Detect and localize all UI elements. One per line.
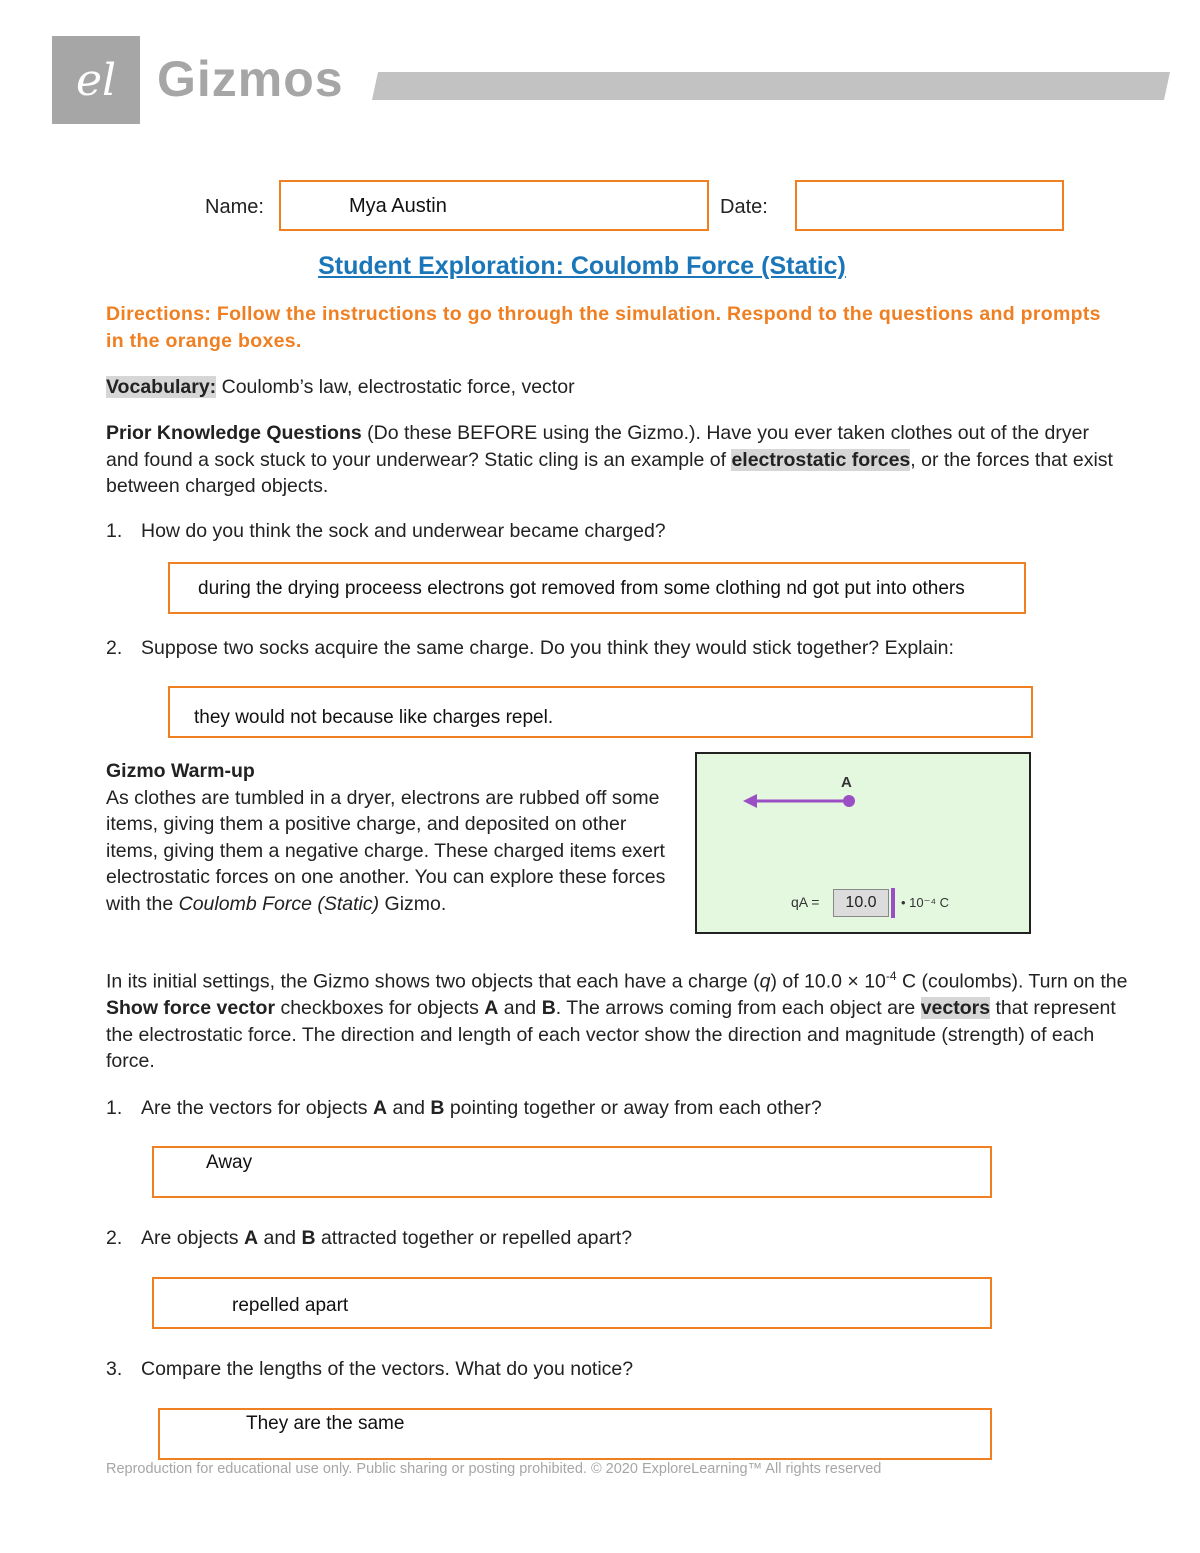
warmup-answer-2: repelled apart <box>232 1295 349 1316</box>
object-a: A <box>484 997 499 1019</box>
footer-copyright: Reproduction for educational use only. Public sharing or posting prohibited. © 2020 ExploreLearning™ All rights reserved <box>106 1461 882 1477</box>
prior-knowledge-paragraph <box>106 420 1126 500</box>
prior-knowledge-text-end: , or the forces that exist between charged objects. <box>106 448 1113 497</box>
warmup-answer-3-box[interactable] <box>158 1408 992 1460</box>
text: In its initial settings, the Gizmo shows two objects that each have a charge ( <box>106 970 760 993</box>
question-number: 3. <box>106 1358 123 1380</box>
prior-question-2 <box>106 637 954 660</box>
date-label: Date: <box>720 196 768 218</box>
charge-label: qA = <box>791 894 820 910</box>
prior-answer-1: during the drying proceess electrons got removed from some clothing nd got put into others <box>198 578 965 599</box>
question-text: How do you think the sock and underwear became charged? <box>141 520 666 542</box>
warmup-question-1 <box>106 1097 822 1120</box>
text: C (coulombs). Turn on the <box>896 970 1128 993</box>
name-value: Mya Austin <box>349 195 447 217</box>
text: . The arrows coming from each object are <box>555 997 921 1019</box>
warmup-section <box>106 758 671 917</box>
charge-unit: • 10⁻⁴ C <box>901 895 950 910</box>
question-number: 1. <box>106 1097 123 1119</box>
prior-answer-1-box[interactable] <box>168 562 1026 614</box>
logo-mark <box>52 36 140 124</box>
warmup-text: As clothes are tumbled in a dryer, electrons are rubbed off some items, giving them a positive charge, and deposited on other items, giving them a negative charge. These charged items exert electrostatic forces on one another. You can explore these forces with the <box>106 786 666 915</box>
page-title: Student Exploration: Coulomb Force (Static) <box>318 252 846 280</box>
vocabulary <box>106 374 575 401</box>
name-label: Name: <box>205 196 264 218</box>
initial-settings-paragraph <box>106 963 1136 1075</box>
warmup-text-end: Gizmo. <box>379 892 447 915</box>
warmup-answer-1-box[interactable] <box>152 1146 992 1198</box>
question-text: and <box>387 1097 431 1119</box>
logo-text: Gizmos <box>157 51 344 107</box>
vocabulary-label: Vocabulary: <box>106 376 217 398</box>
charge-symbol: q <box>759 970 771 993</box>
vocabulary-terms: Coulomb’s law, electrostatic force, vector <box>216 376 575 398</box>
vectors-term: vectors <box>920 997 991 1019</box>
warmup-answer-3: They are the same <box>246 1413 405 1434</box>
directions: Directions: Follow the instructions to go through the simulation. Respond to the questions and prompts in the orange boxes. <box>106 303 1101 352</box>
gizmo-name: Coulomb Force (Static) <box>178 892 380 915</box>
object-a: A <box>372 1097 388 1119</box>
force-vector-arrow <box>741 790 861 812</box>
show-force-vector-term: Show force vector <box>106 997 276 1019</box>
object-a: A <box>243 1227 259 1249</box>
question-text: pointing together or away from each other? <box>444 1097 822 1119</box>
electrostatic-forces-term: electrostatic forces <box>731 448 911 471</box>
simulation-preview <box>695 752 1031 934</box>
object-b: B <box>541 997 556 1019</box>
exponent: -4 <box>885 969 897 983</box>
text: and <box>498 997 542 1019</box>
question-text: attracted together or repelled apart? <box>315 1227 633 1249</box>
date-field[interactable] <box>795 180 1064 231</box>
question-number: 2. <box>106 637 123 659</box>
question-text: Are objects <box>141 1227 244 1249</box>
text: ) of 10.0 × 10 <box>770 970 886 993</box>
warmup-answer-2-box[interactable] <box>152 1277 992 1329</box>
question-text: Suppose two socks acquire the same charge. Do you think they would stick together? Explain: <box>141 637 954 659</box>
warmup-heading: Gizmo Warm-up <box>106 760 255 782</box>
name-field[interactable] <box>279 180 709 231</box>
charge-slider-handle[interactable] <box>891 888 895 918</box>
question-number: 2. <box>106 1227 123 1249</box>
question-text: and <box>258 1227 302 1249</box>
object-a-label: A <box>841 774 852 791</box>
question-text: Compare the lengths of the vectors. What do you notice? <box>141 1358 634 1380</box>
prior-knowledge-paren: (Do these BEFORE using the Gizmo.). <box>361 422 701 444</box>
prior-knowledge-heading: Prior Knowledge Questions <box>106 422 362 444</box>
question-text: Are the vectors for objects <box>141 1097 373 1119</box>
prior-knowledge-text: Have you ever taken clothes out of the dryer and found a sock stuck to your underwear? Static cling is an example of <box>106 422 1089 471</box>
warmup-question-3 <box>106 1358 634 1381</box>
text: that represent the electrostatic force. The direction and length of each vector show the direction and magnitude (strength) of each force. <box>106 997 1116 1072</box>
prior-question-1 <box>106 520 666 543</box>
charge-input[interactable]: 10.0 <box>833 889 889 917</box>
text: checkboxes for objects <box>275 997 485 1019</box>
prior-answer-2-box[interactable] <box>168 686 1033 738</box>
header-bar <box>372 72 1170 100</box>
warmup-answer-1: Away <box>206 1152 253 1173</box>
object-b: B <box>301 1227 316 1249</box>
question-number: 1. <box>106 520 123 542</box>
prior-answer-2: they would not because like charges repel. <box>194 707 554 728</box>
object-b: B <box>430 1097 445 1119</box>
warmup-question-2 <box>106 1227 633 1250</box>
logo-mark-text: el <box>75 54 117 106</box>
